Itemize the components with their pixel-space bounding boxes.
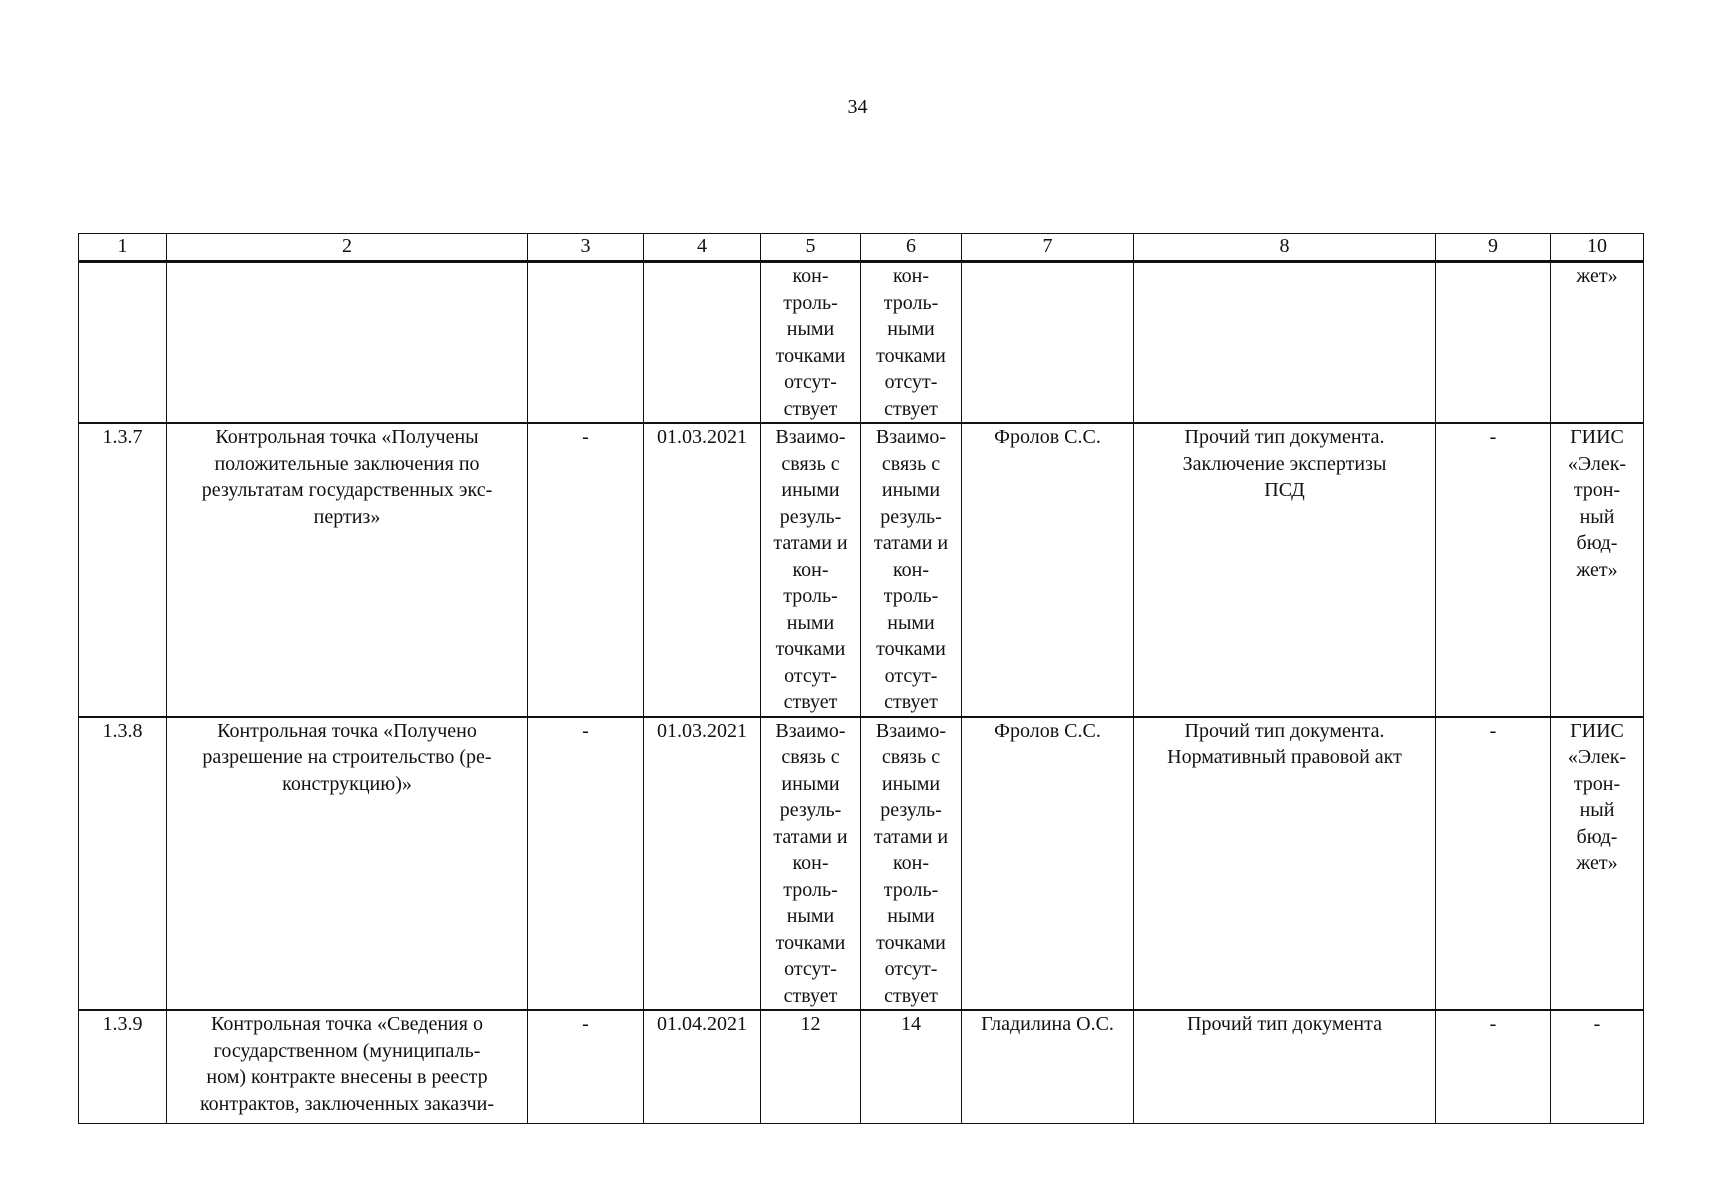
date-cell: 01.03.2021	[644, 717, 761, 1011]
cell-line: Взаимо-	[875, 426, 947, 448]
page-number: 34	[847, 96, 868, 118]
col3-cell: -	[528, 1010, 644, 1124]
cell-line: связь с	[881, 746, 941, 768]
system-cell	[1551, 1010, 1644, 1124]
cell-line: трон-	[1573, 772, 1621, 795]
cell-line: резуль-	[880, 799, 942, 821]
cell-line: иными	[881, 772, 941, 795]
header-cell: 1	[79, 234, 167, 262]
cell-line: отсут-	[784, 958, 837, 980]
table-row	[79, 1010, 1644, 1124]
header-cell: 3	[528, 234, 644, 262]
cell-line: Взаимо-	[775, 719, 846, 742]
document-type-cell	[1134, 1010, 1436, 1124]
col3-cell	[528, 262, 644, 424]
cell-line: точками	[775, 344, 846, 367]
cell-line: трон-	[1573, 479, 1621, 501]
cell-line: резуль-	[779, 799, 842, 821]
cell-line: ПСД	[1264, 479, 1305, 501]
cell-line: Взаимо-	[775, 426, 846, 448]
col6-cell	[861, 1010, 962, 1124]
cell-line: точками	[876, 638, 946, 660]
cell-line: ными	[786, 318, 835, 340]
header-cell: 4	[644, 234, 761, 262]
date-cell: 01.03.2021	[644, 423, 761, 717]
cell-line: Контрольная точка «Сведения о	[211, 1013, 483, 1035]
cell-line: иными	[781, 479, 840, 501]
responsible-cell: Гладилина О.С.	[962, 1010, 1134, 1124]
cell-line: Прочий тип документа	[1187, 1013, 1382, 1035]
cell-line: Нормативный правовой акт	[1167, 746, 1402, 768]
cell-line: связь с	[781, 746, 840, 768]
col5-cell	[761, 423, 861, 717]
system-cell	[1551, 262, 1644, 424]
header-cell: 5	[761, 234, 861, 262]
document-table	[78, 233, 1644, 1124]
cell-line: точками	[876, 931, 946, 954]
cell-line: пертиз»	[313, 505, 381, 528]
cell-line: троль-	[883, 878, 939, 901]
cell-line: троль-	[783, 291, 838, 314]
row-number-cell	[79, 262, 167, 424]
cell-line: точками	[775, 638, 846, 660]
row-number-cell: 1.3.8	[79, 717, 167, 1011]
cell-line: отсут-	[884, 664, 938, 687]
cell-line: жет»	[1576, 558, 1618, 581]
col9-cell: -	[1436, 717, 1551, 1011]
cell-line: ствует	[884, 984, 938, 1007]
system-cell	[1551, 423, 1644, 717]
cell-line: троль-	[783, 585, 838, 607]
header-cell: 9	[1436, 234, 1551, 262]
date-cell	[644, 262, 761, 424]
cell-line: связь с	[781, 452, 840, 475]
row-number-cell: 1.3.7	[79, 423, 167, 717]
responsible-cell: Фролов С.С.	[962, 423, 1134, 717]
description-cell	[167, 1010, 528, 1124]
cell-line: «Элек-	[1567, 452, 1627, 475]
cell-line: 12	[800, 1013, 821, 1035]
col5-cell	[761, 717, 861, 1011]
cell-line: ГИИС	[1570, 426, 1624, 448]
cell-line: жет»	[1576, 852, 1618, 874]
header-cell: 10	[1551, 234, 1644, 262]
cell-line: результатам государственных экс-	[201, 479, 493, 501]
col9-cell: -	[1436, 1010, 1551, 1124]
responsible-cell: Фролов С.С.	[962, 717, 1134, 1011]
header-cell: 2	[167, 234, 528, 262]
cell-line: ными	[786, 905, 835, 927]
cell-line: ном) контракте внесены в реестр	[206, 1066, 488, 1088]
cell-line: ствует	[783, 397, 838, 420]
header-cell: 8	[1134, 234, 1436, 262]
cell-line: троль-	[783, 878, 838, 901]
header-row	[79, 234, 1644, 262]
cell-line: -	[1593, 1013, 1601, 1035]
col5-cell	[761, 1010, 861, 1124]
cell-line: точками	[876, 344, 946, 367]
cell-line: жет»	[1576, 265, 1618, 287]
cell-line: точками	[775, 931, 846, 954]
cell-line: ствует	[884, 397, 938, 420]
cell-line: конструкцию)»	[282, 772, 412, 795]
cell-line: татами и	[773, 825, 848, 848]
cell-line: троль-	[883, 291, 939, 314]
cell-line: кон-	[792, 852, 829, 874]
col6-cell	[861, 717, 962, 1011]
table-row	[79, 262, 1644, 424]
col9-cell: -	[1436, 423, 1551, 717]
col9-cell	[1436, 262, 1551, 424]
cell-line: кон-	[892, 265, 930, 287]
cell-line: связь с	[881, 452, 941, 475]
cell-line: Прочий тип документа.	[1184, 426, 1385, 448]
cell-line: бюд-	[1576, 532, 1618, 554]
cell-line: ствует	[783, 984, 838, 1007]
cell-line: ГИИС	[1570, 719, 1624, 742]
cell-line: отсут-	[784, 664, 837, 687]
cell-line: кон-	[792, 265, 829, 287]
cell-line: кон-	[892, 558, 930, 581]
header-cell: 6	[861, 234, 962, 262]
date-cell: 01.04.2021	[644, 1010, 761, 1124]
col3-cell: -	[528, 717, 644, 1011]
cell-line: татами и	[773, 532, 848, 554]
description-cell	[167, 717, 528, 1011]
cell-line: татами и	[873, 532, 949, 554]
cell-line: иными	[881, 479, 941, 501]
cell-line: ный	[1579, 505, 1615, 528]
cell-line: контрактов, заключенных заказчи-	[199, 1092, 495, 1115]
row-number-cell: 1.3.9	[79, 1010, 167, 1124]
cell-line: отсут-	[884, 958, 938, 980]
cell-line: иными	[781, 772, 840, 795]
cell-line: Контрольная точка «Получено	[217, 719, 477, 742]
cell-line: ствует	[783, 691, 838, 713]
document-type-cell	[1134, 423, 1436, 717]
cell-line: ными	[887, 611, 935, 634]
description-cell	[167, 262, 528, 424]
col6-cell	[861, 262, 962, 424]
cell-line: ствует	[884, 691, 938, 713]
table-row	[79, 423, 1644, 717]
responsible-cell	[962, 262, 1134, 424]
cell-line: «Элек-	[1567, 746, 1627, 768]
cell-line: 14	[901, 1013, 921, 1035]
cell-line: Контрольная точка «Получены	[215, 426, 479, 448]
cell-line: государственном (муниципаль-	[213, 1039, 481, 1062]
cell-line: резуль-	[880, 505, 942, 528]
cell-line: бюд-	[1576, 825, 1618, 848]
system-cell	[1551, 717, 1644, 1011]
cell-line: ными	[887, 318, 935, 340]
cell-line: Прочий тип документа.	[1184, 719, 1385, 742]
cell-line: кон-	[792, 558, 829, 581]
cell-line: ный	[1579, 799, 1615, 821]
cell-line: троль-	[883, 585, 939, 607]
cell-line: разрешение на строительство (ре-	[202, 746, 492, 768]
document-type-cell	[1134, 262, 1436, 424]
description-cell	[167, 423, 528, 717]
cell-line: резуль-	[779, 505, 842, 528]
cell-line: татами и	[873, 825, 949, 848]
col3-cell: -	[528, 423, 644, 717]
cell-line: ными	[786, 611, 835, 634]
col5-cell	[761, 262, 861, 424]
header-cell: 7	[962, 234, 1134, 262]
cell-line: Взаимо-	[875, 719, 947, 742]
cell-line: ными	[887, 905, 935, 927]
cell-line: отсут-	[884, 371, 938, 393]
cell-line: Заключение экспертизы	[1182, 452, 1387, 475]
cell-line: кон-	[892, 852, 930, 874]
cell-line: отсут-	[784, 371, 837, 393]
col6-cell	[861, 423, 962, 717]
cell-line: положительные заключения по	[214, 452, 480, 475]
document-type-cell	[1134, 717, 1436, 1011]
table-row	[79, 717, 1644, 1011]
